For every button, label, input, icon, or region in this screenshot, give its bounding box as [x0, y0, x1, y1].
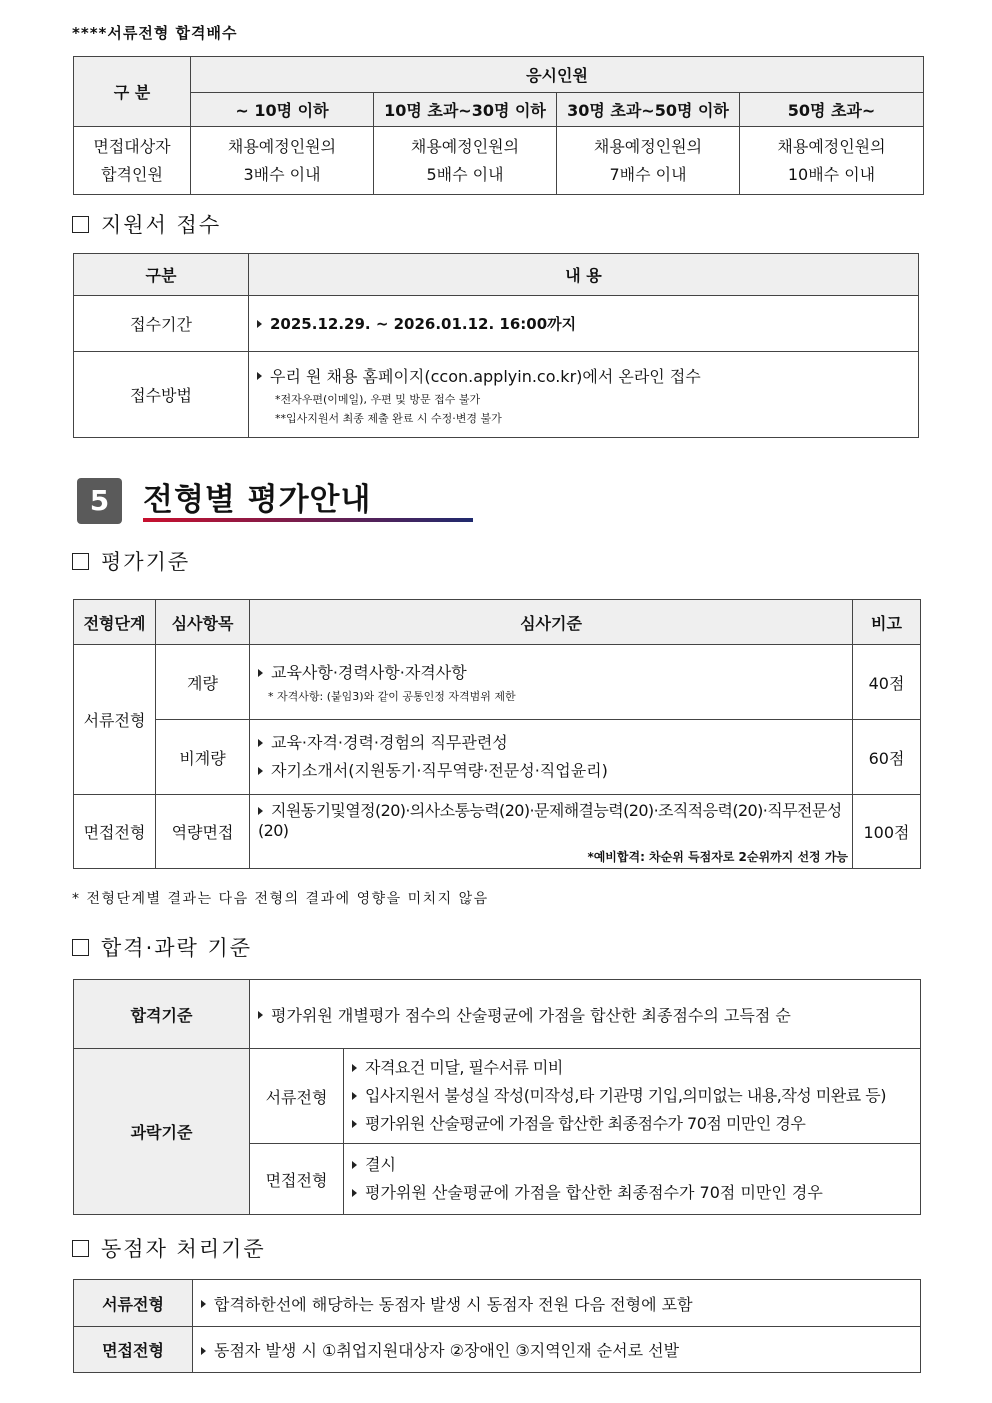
bullet-icon: [201, 1300, 206, 1308]
tie-doc-label: 서류전형: [74, 1280, 193, 1327]
eval-header: 전형단계: [74, 600, 156, 645]
apply-header-1: 구분: [74, 254, 249, 296]
item-quant: 계량: [156, 645, 250, 720]
section-main-title: 전형별 평가안내: [143, 482, 372, 518]
ratio-cell: 채용예정인원의 5배수 이내: [374, 127, 557, 195]
item-qual: 비계량: [156, 720, 250, 795]
eval-table: [73, 599, 921, 869]
item-qual-criteria: 교육·자격·경력·경험의 직무관련성 자기소개서(지원동기·직무역량·전문성·직업윤리): [250, 720, 853, 795]
checkbox-square-icon: [72, 553, 89, 570]
title-underline: [143, 518, 473, 522]
fail-doc-label: 서류전형: [250, 1049, 344, 1144]
item-qual-score: 60점: [853, 720, 921, 795]
section-apply-title: 지원서 접수: [72, 209, 221, 239]
bullet-icon: [352, 1092, 357, 1100]
pass-label: 합격기준: [74, 980, 250, 1049]
period-label: 접수기간: [74, 296, 249, 352]
item-interview: 역량면접: [156, 795, 250, 869]
pass-value: 평가위원 개별평가 점수의 산술평균에 가점을 합산한 최종점수의 고득점 순: [250, 980, 921, 1049]
bullet-icon: [352, 1120, 357, 1128]
stage-interview: 면접전형: [74, 795, 156, 869]
ratio-heading: ****서류전형 합격배수: [72, 24, 238, 42]
bullet-icon: [352, 1064, 357, 1072]
bullet-icon: [352, 1189, 357, 1197]
range-header: 30명 초과~50명 이하: [557, 93, 740, 127]
eval-note: * 전형단계별 결과는 다음 전형의 결과에 영향을 미치지 않음: [72, 891, 489, 907]
bullet-icon: [257, 320, 262, 328]
bullet-icon: [258, 807, 263, 815]
bullet-icon: [258, 739, 263, 747]
section-pass-title: 합격·과락 기준: [72, 932, 252, 962]
item-interview-criteria: 지원동기및열정(20)·의사소통능력(20)·문제해결능력(20)·조직적응력(20)·직무전문성(20) *예비합격: 차순위 득점자로 2순위까지 선정 가능: [250, 795, 853, 869]
range-header: ~ 10명 이하: [191, 93, 374, 127]
bullet-icon: [201, 1347, 206, 1355]
ratio-group-header: 응시인원: [191, 57, 924, 93]
method-label: 접수방법: [74, 352, 249, 438]
tie-doc-value: 합격하한선에 해당하는 동점자 발생 시 동점자 전원 다음 전형에 포함: [193, 1280, 921, 1327]
fail-label: 과락기준: [74, 1049, 250, 1215]
ratio-col-header: 구 분: [74, 57, 191, 127]
ratio-table: [73, 56, 924, 195]
tie-int-value: 동점자 발생 시 ①취업지원대상자 ②장애인 ③지역인재 순서로 선발: [193, 1327, 921, 1373]
apply-table: [73, 253, 919, 438]
ratio-cell: 채용예정인원의 3배수 이내: [191, 127, 374, 195]
range-header: 10명 초과~30명 이하: [374, 93, 557, 127]
eval-header: 심사항목: [156, 600, 250, 645]
fail-int-items: 결시 평가위원 산술평균에 가점을 합산한 최종점수가 70점 미만인 경우: [344, 1144, 921, 1215]
section-number-badge: 5: [77, 478, 122, 524]
bullet-icon: [258, 669, 263, 677]
tie-table: [73, 1279, 921, 1373]
ratio-cell: 채용예정인원의 10배수 이내: [740, 127, 924, 195]
method-value: 우리 원 채용 홈페이지(ccon.applyin.co.kr)에서 온라인 접수 *전자우편(이메일), 우편 및 방문 접수 불가 **입사지원서 최종 제출 완료 시 수정·변경 불가: [249, 352, 919, 438]
item-quant-criteria: 교육사항·경력사항·자격사항 * 자격사항: (붙임3)와 같이 공통인정 자격범위 제한: [250, 645, 853, 720]
bullet-icon: [258, 1011, 263, 1019]
checkbox-square-icon: [72, 216, 89, 233]
tie-int-label: 면접전형: [74, 1327, 193, 1373]
period-value: 2025.12.29. ~ 2026.01.12. 16:00까지: [249, 296, 919, 352]
bullet-icon: [257, 372, 262, 380]
stage-doc: 서류전형: [74, 645, 156, 795]
fail-int-label: 면접전형: [250, 1144, 344, 1215]
item-interview-score: 100점: [853, 795, 921, 869]
item-quant-score: 40점: [853, 645, 921, 720]
apply-header-2: 내 용: [249, 254, 919, 296]
eval-header: 심사기준: [250, 600, 853, 645]
checkbox-square-icon: [72, 1240, 89, 1257]
ratio-cell: 채용예정인원의 7배수 이내: [557, 127, 740, 195]
bullet-icon: [352, 1161, 357, 1169]
eval-header: 비고: [853, 600, 921, 645]
ratio-row-label: 면접대상자 합격인원: [74, 127, 191, 195]
bullet-icon: [258, 767, 263, 775]
section-eval-title: 평가기준: [72, 546, 190, 576]
pass-table: [73, 979, 921, 1215]
section-tie-title: 동점자 처리기준: [72, 1233, 266, 1263]
checkbox-square-icon: [72, 939, 89, 956]
range-header: 50명 초과~: [740, 93, 924, 127]
fail-doc-items: 자격요건 미달, 필수서류 미비 입사지원서 불성실 작성(미작성,타 기관명 기입,의미없는 내용,작성 미완료 등) 평가위원 산술평균에 가점을 합산한 최종점수가 70점 미만인 경우: [344, 1049, 921, 1144]
